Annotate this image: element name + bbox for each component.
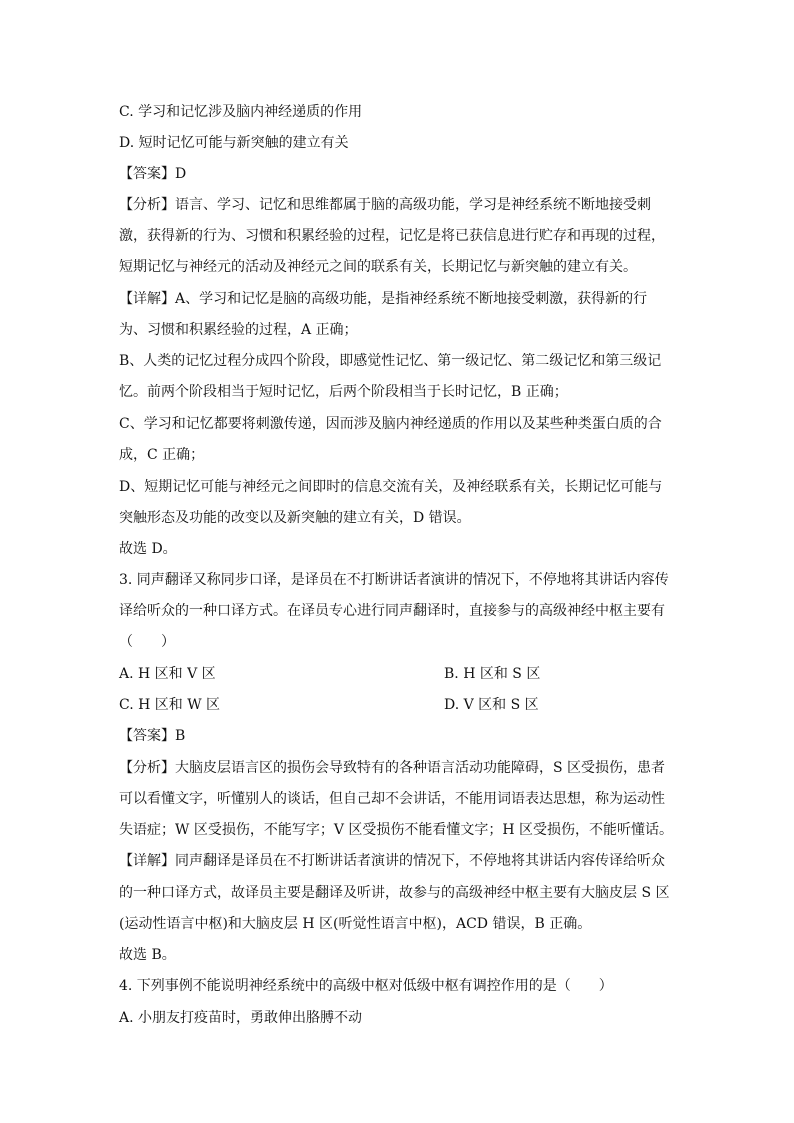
answer-line: 【答案】B [119,728,186,744]
analysis-line: 激，获得新的行为、习惯和积累经验的过程，记忆是将已获信息进行贮存和再现的过程， [119,228,665,244]
question-3-option-d: D. V 区和 S 区 [444,697,539,713]
analysis-line: 短期记忆与神经元的活动及神经元之间的联系有关，长期记忆与新突触的建立有关。 [119,259,637,275]
answer-line: 【答案】D [119,166,187,182]
analysis-line: 可以看懂文字，听懂别人的谈话，但自己却不会讲话，不能用词语表达思想，称为运动性 [119,791,665,807]
explanation-line: D、短期记忆可能与神经元之间即时的信息交流有关，及神经联系有关，长期记忆可能与 [119,479,663,495]
question-3-blank: （ ） [119,634,175,650]
explanation-line: B、人类的记忆过程分成四个阶段，即感觉性记忆、第一级记忆、第二级记忆和第三级记 [119,353,662,369]
explanation-line: 【详解】同声翻译是译员在不打断讲话者演讲的情况下，不停地将其讲话内容传译给听众 [119,853,665,869]
question-4-option-a: A. 小朋友打疫苗时，勇敢伸出胳膊不动 [119,1010,363,1026]
question-3-option-c: C. H 区和 W 区 [119,697,221,713]
explanation-line: 为、习惯和积累经验的过程，A 正确； [119,322,358,338]
explanation-line: 突触形态及功能的改变以及新突触的建立有关，D 错误。 [119,510,471,526]
option-d-text: D. 短时记忆可能与新突触的建立有关 [119,135,349,151]
analysis-line: 【分析】语言、学习、记忆和思维都属于脑的高级功能，学习是神经系统不断地接受刺 [119,197,651,213]
explanation-line: 忆。前两个阶段相当于短时记忆，后两个阶段相当于长时记忆，B 正确； [119,384,568,400]
conclusion-line: 故选 B。 [119,947,176,963]
analysis-line: 失语症；W 区受损伤，不能写字；V 区受损伤不能看懂文字；H 区受损伤，不能听懂话。 [119,822,674,838]
question-3-option-b: B. H 区和 S 区 [444,666,541,682]
explanation-line: C、学习和记忆都要将刺激传递，因而涉及脑内神经递质的作用以及某些种类蛋白质的合 [119,416,662,432]
question-3-stem: 译给听众的一种口译方式。在译员专心进行同声翻译时，直接参与的高级神经中枢主要有 [119,603,665,619]
explanation-line: (运动性语言中枢)和大脑皮层 H 区(听觉性语言中枢)，ACD 错误，B 正确。 [119,916,592,932]
question-4-stem: 4. 下列事例不能说明神经系统中的高级中枢对低级中枢有调控作用的是（ ） [119,978,613,994]
explanation-line: 的一种口译方式，故译员主要是翻译及听讲，故参与的高级神经中枢主要有大脑皮层 S 区 [119,885,670,901]
question-3-option-a: A. H 区和 V 区 [119,666,216,682]
explanation-line: 【详解】A、学习和记忆是脑的高级功能，是指神经系统不断地接受刺激，获得新的行 [119,291,648,307]
question-3-stem: 3. 同声翻译又称同步口译，是译员在不打断讲话者演讲的情况下，不停地将其讲话内容传 [119,572,669,588]
option-c-text: C. 学习和记忆涉及脑内神经递质的作用 [119,104,363,120]
conclusion-line: 故选 D。 [119,541,177,557]
explanation-line: 成，C 正确； [119,447,205,463]
analysis-line: 【分析】大脑皮层语言区的损伤会导致特有的各种语言活动功能障碍，S 区受损伤，患者 [119,760,666,776]
